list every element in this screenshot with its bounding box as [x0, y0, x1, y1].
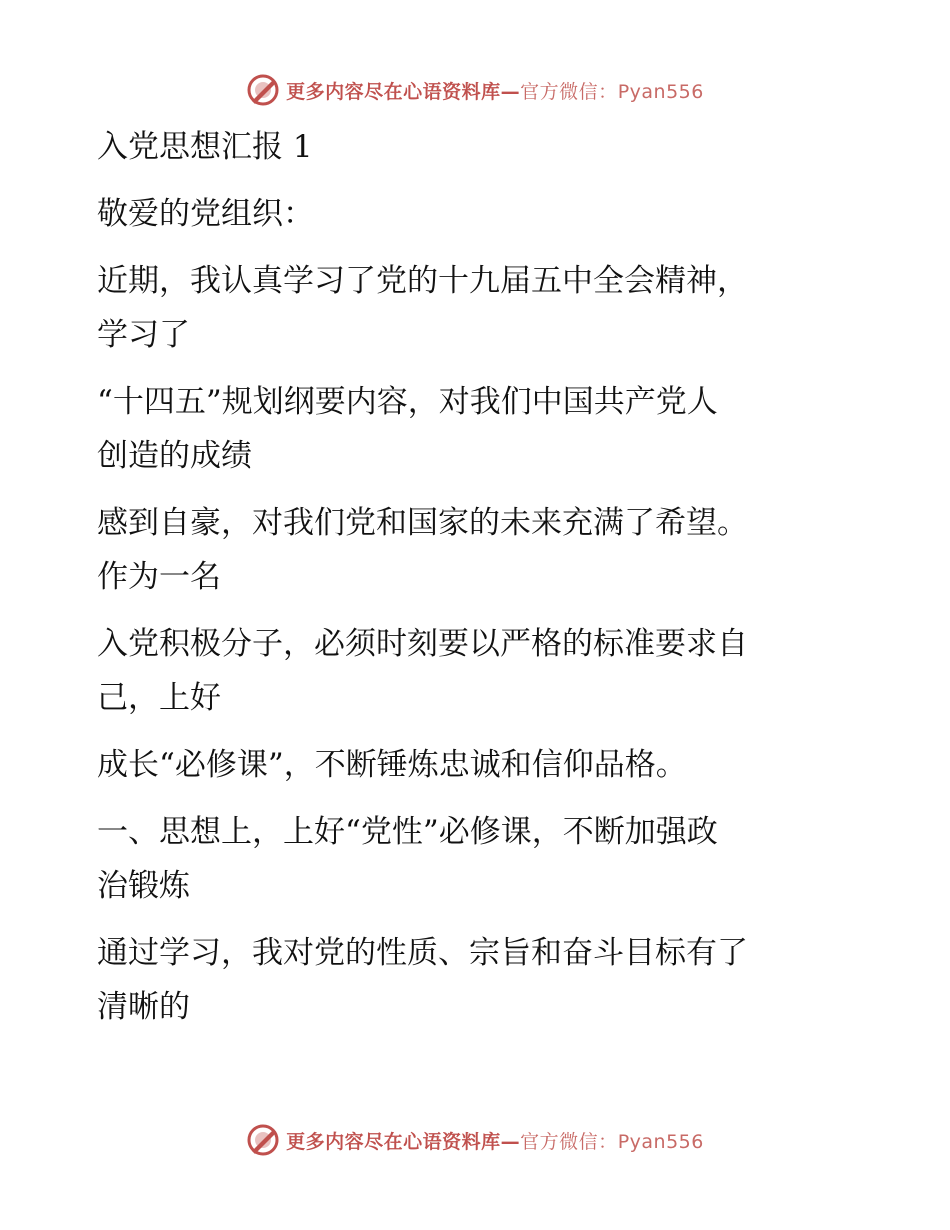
- body-line: 作为一名: [97, 559, 221, 595]
- body-line: 近期，我认真学习了党的十九届五中全会精神，: [97, 263, 748, 299]
- body-line: 学习了: [97, 317, 190, 353]
- header-watermark: [0, 70, 950, 110]
- watermark-wechat-label: 官方微信：: [520, 1130, 618, 1153]
- watermark-wechat-id: Pyan556: [617, 1130, 704, 1153]
- body-line: 感到自豪，对我们党和国家的未来充满了希望。: [97, 505, 748, 541]
- body-line: 己，上好: [97, 680, 221, 716]
- footer-watermark: [0, 1120, 950, 1160]
- watermark-text: [286, 77, 704, 104]
- watermark-site: 更多内容尽在心语资料库: [286, 80, 501, 103]
- document-title: 入党思想汇报 1: [97, 129, 313, 165]
- body-line: “十四五”规划纲要内容，对我们中国共产党人: [97, 384, 718, 420]
- watermark-wechat-label: 官方微信：: [520, 80, 618, 103]
- body-line: 入党积极分子，必须时刻要以严格的标准要求自: [97, 626, 748, 662]
- document-body: [97, 120, 837, 1034]
- watermark-text: [286, 1127, 704, 1154]
- watermark-dash: —: [500, 1130, 521, 1153]
- section-heading: 一、思想上，上好“党性”必修课，不断加强政: [97, 814, 718, 850]
- watermark-site: 更多内容尽在心语资料库: [286, 1130, 501, 1153]
- pen-logo-icon: [246, 1123, 280, 1157]
- watermark-dash: —: [500, 80, 521, 103]
- watermark-wechat-id: Pyan556: [617, 80, 704, 103]
- body-line: 通过学习，我对党的性质、宗旨和奋斗目标有了: [97, 935, 748, 971]
- body-line: 清晰的: [97, 989, 190, 1025]
- salutation: 敬爱的党组织：: [97, 196, 314, 232]
- section-heading-continued: 治锻炼: [97, 868, 190, 904]
- pen-logo-icon: [246, 73, 280, 107]
- body-line: 创造的成绩: [97, 438, 252, 474]
- body-line: 成长“必修课”，不断锤炼忠诚和信仰品格。: [97, 747, 687, 783]
